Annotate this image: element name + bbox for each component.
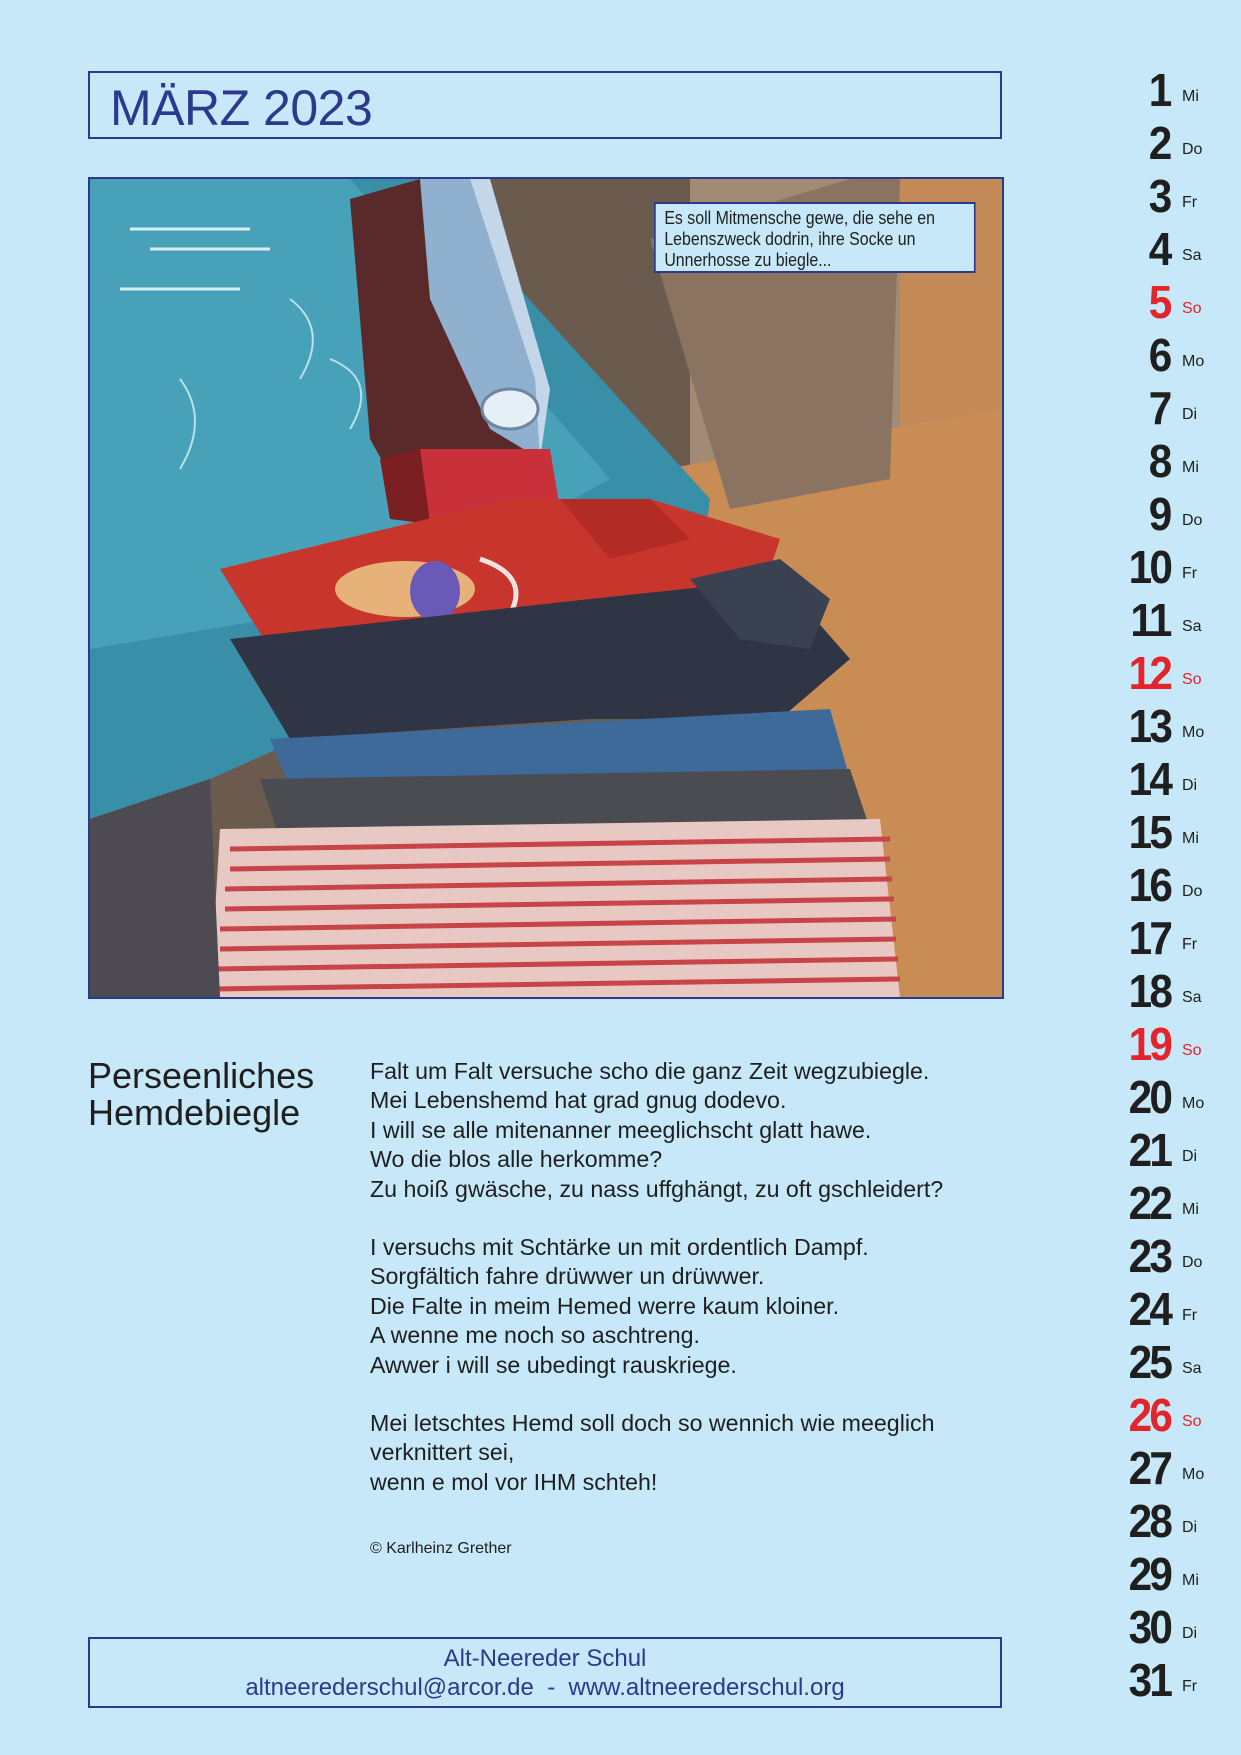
day-number: 14 bbox=[1128, 753, 1170, 805]
photo-caption: Es soll Mitmensche gewe, die sehe en Lebenszweck dodrin, ihre Socke un Unnerhosse zu biegle... bbox=[654, 202, 976, 273]
poem-line: Sorgfältich fahre drüwwer un drüwwer. bbox=[370, 1263, 765, 1290]
day-number: 1 bbox=[1149, 64, 1170, 116]
day-number: 11 bbox=[1130, 594, 1170, 646]
poem-line: I versuchs mit Schtärke un mit ordentlich Dampf. bbox=[370, 1234, 869, 1261]
day-row bbox=[1100, 859, 1241, 912]
poem-stanza bbox=[370, 1409, 1010, 1497]
day-row bbox=[1100, 1336, 1241, 1389]
day-row bbox=[1100, 276, 1241, 329]
day-row bbox=[1100, 1601, 1241, 1654]
day-weekday: Fr bbox=[1182, 1307, 1198, 1324]
poem-line: wenn e mol vor IHM schteh! bbox=[370, 1468, 658, 1495]
poem-stanza bbox=[370, 1057, 1010, 1204]
day-row bbox=[1100, 117, 1241, 170]
poem-line: Zu hoiß gwäsche, zu nass uffghängt, zu oft gschleidert? bbox=[370, 1175, 944, 1202]
day-number: 7 bbox=[1149, 382, 1170, 434]
day-row bbox=[1100, 1389, 1241, 1442]
day-weekday: Fr bbox=[1182, 194, 1198, 211]
day-weekday: So bbox=[1182, 671, 1202, 688]
day-number: 6 bbox=[1149, 329, 1170, 381]
day-number: 30 bbox=[1128, 1601, 1170, 1653]
day-number: 21 bbox=[1128, 1124, 1170, 1176]
month-title: MÄRZ 2023 bbox=[110, 80, 373, 136]
footer-contact: altneerederschul@arcor.de - www.altneerederschul.org bbox=[245, 1674, 845, 1701]
day-weekday: Di bbox=[1182, 1519, 1198, 1536]
day-row bbox=[1100, 1177, 1241, 1230]
day-row bbox=[1100, 435, 1241, 488]
day-number: 24 bbox=[1128, 1283, 1170, 1335]
day-list bbox=[1100, 64, 1241, 1707]
month-header bbox=[88, 71, 1002, 139]
day-number: 2 bbox=[1149, 117, 1170, 169]
footer bbox=[88, 1637, 1002, 1708]
day-weekday: So bbox=[1182, 1042, 1202, 1059]
day-number: 4 bbox=[1149, 223, 1170, 275]
day-weekday: Sa bbox=[1182, 618, 1202, 635]
day-number: 17 bbox=[1128, 912, 1170, 964]
day-number: 26 bbox=[1128, 1389, 1170, 1441]
day-row bbox=[1100, 806, 1241, 859]
day-row bbox=[1100, 1283, 1241, 1336]
day-weekday: Mo bbox=[1182, 1095, 1205, 1112]
day-row bbox=[1100, 1654, 1241, 1707]
day-number: 28 bbox=[1128, 1495, 1170, 1547]
day-weekday: So bbox=[1182, 300, 1202, 317]
day-row bbox=[1100, 1124, 1241, 1177]
day-number: 19 bbox=[1128, 1018, 1170, 1070]
footer-org-name: Alt-Neereder Schul bbox=[443, 1645, 647, 1672]
day-number: 23 bbox=[1128, 1230, 1170, 1282]
day-row bbox=[1100, 647, 1241, 700]
day-weekday: Mi bbox=[1182, 1572, 1199, 1589]
day-row bbox=[1100, 912, 1241, 965]
day-number: 8 bbox=[1149, 435, 1170, 487]
poem-title-line: Hemdebiegle bbox=[88, 1092, 301, 1133]
day-number: 10 bbox=[1128, 541, 1170, 593]
day-weekday: Mi bbox=[1182, 88, 1199, 105]
poem-stanza bbox=[370, 1233, 1010, 1380]
day-row bbox=[1100, 1548, 1241, 1601]
day-row bbox=[1100, 329, 1241, 382]
day-weekday: Di bbox=[1182, 406, 1198, 423]
day-weekday: Mo bbox=[1182, 353, 1205, 370]
day-weekday: Mi bbox=[1182, 1201, 1199, 1218]
poem-line: Wo die blos alle herkomme? bbox=[370, 1146, 663, 1173]
day-weekday: Mi bbox=[1182, 830, 1199, 847]
day-row bbox=[1100, 1442, 1241, 1495]
day-weekday: Sa bbox=[1182, 247, 1202, 264]
day-weekday: Mi bbox=[1182, 459, 1199, 476]
day-weekday: Sa bbox=[1182, 989, 1202, 1006]
day-number: 18 bbox=[1128, 965, 1170, 1017]
day-row bbox=[1100, 965, 1241, 1018]
day-row bbox=[1100, 1071, 1241, 1124]
day-row bbox=[1100, 594, 1241, 647]
day-weekday: Mo bbox=[1182, 1466, 1205, 1483]
poem-line: verknittert sei, bbox=[370, 1439, 515, 1466]
day-weekday: Sa bbox=[1182, 1360, 1202, 1377]
day-row bbox=[1100, 1230, 1241, 1283]
day-weekday: Fr bbox=[1182, 1678, 1198, 1695]
poem-line: A wenne me noch so aschtreng. bbox=[370, 1322, 700, 1349]
day-row bbox=[1100, 170, 1241, 223]
day-weekday: Fr bbox=[1182, 936, 1198, 953]
day-weekday: Do bbox=[1182, 512, 1203, 529]
day-weekday: Fr bbox=[1182, 565, 1198, 582]
day-number: 5 bbox=[1149, 276, 1170, 328]
day-row bbox=[1100, 382, 1241, 435]
day-weekday: Do bbox=[1182, 1254, 1203, 1271]
day-row bbox=[1100, 753, 1241, 806]
day-number: 9 bbox=[1149, 488, 1170, 540]
calendar-photo bbox=[88, 177, 1004, 999]
day-weekday: Do bbox=[1182, 883, 1203, 900]
poem-line: Mei Lebenshemd hat grad gnug dodevo. bbox=[370, 1087, 787, 1114]
day-number: 16 bbox=[1128, 859, 1170, 911]
day-row bbox=[1100, 1495, 1241, 1548]
day-weekday: Mo bbox=[1182, 724, 1205, 741]
poem-line: Die Falte in meim Hemed werre kaum kloiner. bbox=[370, 1292, 840, 1319]
ironing-photo-illustration bbox=[90, 179, 1002, 997]
day-number: 3 bbox=[1149, 170, 1170, 222]
day-row bbox=[1100, 541, 1241, 594]
poem-line: I will se alle mitenanner meeglichscht glatt hawe. bbox=[370, 1116, 872, 1143]
poem-title bbox=[88, 1057, 314, 1131]
day-number: 12 bbox=[1128, 647, 1170, 699]
day-row bbox=[1100, 488, 1241, 541]
day-weekday: Di bbox=[1182, 777, 1198, 794]
day-row bbox=[1100, 64, 1241, 117]
copyright-notice: © Karlheinz Grether bbox=[370, 1540, 512, 1557]
day-weekday: Do bbox=[1182, 141, 1203, 158]
day-number: 27 bbox=[1128, 1442, 1170, 1494]
day-number: 15 bbox=[1128, 806, 1170, 858]
poem-title-line: Perseenliches bbox=[88, 1055, 315, 1096]
day-number: 25 bbox=[1128, 1336, 1170, 1388]
poem-line: Mei letschtes Hemd soll doch so wennich wie meeglich bbox=[370, 1410, 935, 1437]
day-weekday: Di bbox=[1182, 1625, 1198, 1642]
day-number: 13 bbox=[1128, 700, 1170, 752]
day-row bbox=[1100, 223, 1241, 276]
day-number: 31 bbox=[1128, 1654, 1170, 1706]
poem-line: Falt um Falt versuche scho die ganz Zeit wegzubiegle. bbox=[370, 1058, 930, 1084]
poem-line: Awwer i will se ubedingt rauskriege. bbox=[370, 1351, 737, 1378]
poem-body bbox=[370, 1057, 1010, 1526]
day-row bbox=[1100, 700, 1241, 753]
day-weekday: Di bbox=[1182, 1148, 1198, 1165]
day-number: 22 bbox=[1128, 1177, 1170, 1229]
day-row bbox=[1100, 1018, 1241, 1071]
day-number: 20 bbox=[1128, 1071, 1170, 1123]
day-weekday: So bbox=[1182, 1413, 1202, 1430]
day-number: 29 bbox=[1128, 1548, 1170, 1600]
